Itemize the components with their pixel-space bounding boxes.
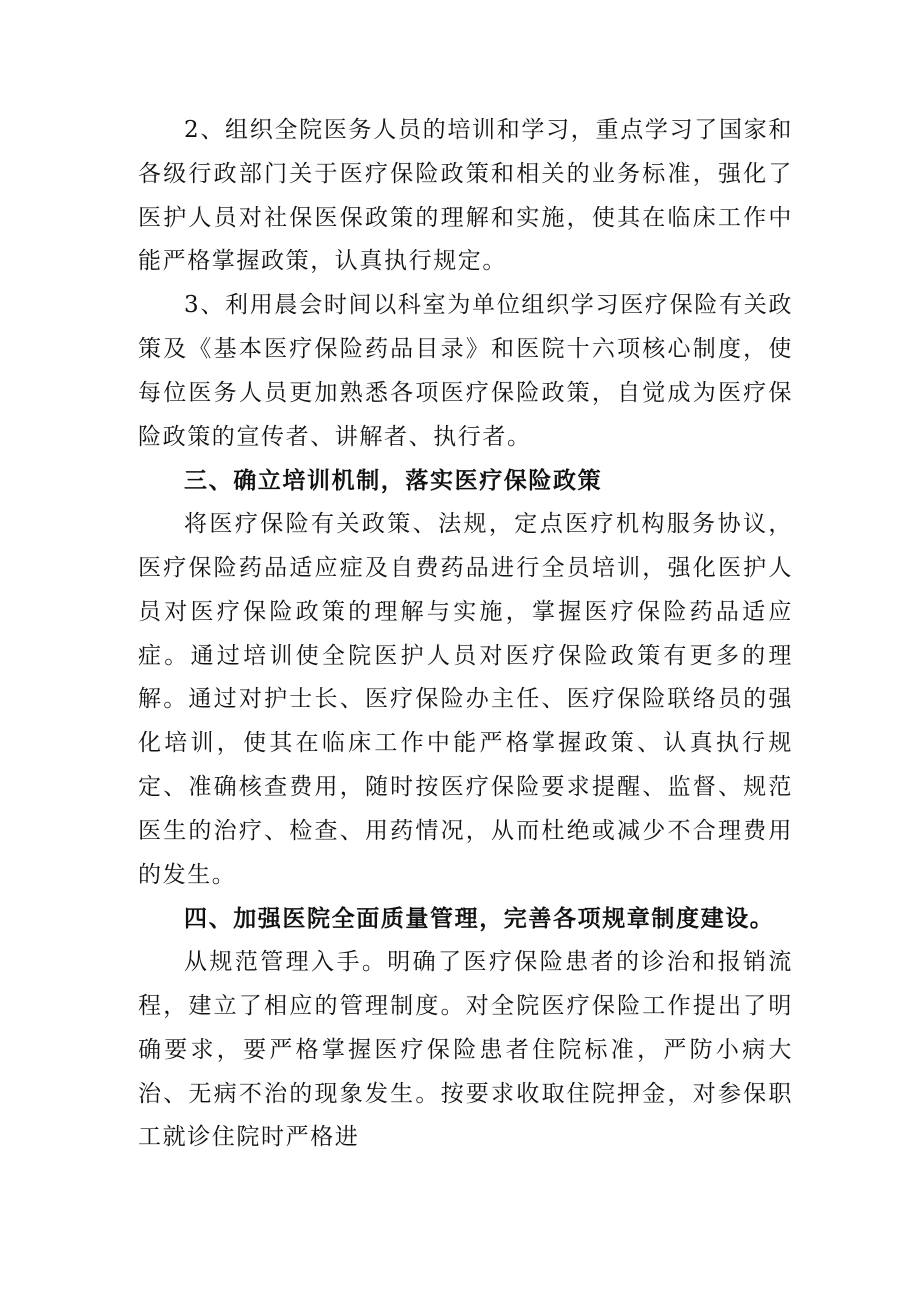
document-page — [138, 109, 793, 1160]
paragraph-training-study: 2、组织全院医务人员的培训和学习，重点学习了国家和各级行政部门关于医疗保险政策和相关的业务标准，强化了医护人员对社保医保政策的理解和实施，使其在临床工作中能严格掌握政策，认真执行规定。 — [138, 117, 793, 275]
section-heading-3: 三、确立培训机制，落实医疗保险政策 — [184, 467, 603, 495]
paragraph-training-mechanism: 将医疗保险有关政策、法规，定点医疗机构服务协议，医疗保险药品适应症及自费药品进行全员培训，强化医护人员对医疗保险政策的理解与实施，掌握医疗保险药品适应症。通过培训使全院医护人员对医疗保险政策有更多的理解。通过对护士长、医疗保险办主任、医疗保险联络员的强化培训，使其在临床工作中能严格掌握政策、认真执行规定、准确核查费用，随时按医疗保险要求提醒、监督、规范医生的治疗、检查、用药情况，从而杜绝或减少不合理费用的发生。 — [138, 511, 793, 888]
paragraph-morning-meeting: 3、利用晨会时间以科室为单位组织学习医疗保险有关政策及《基本医疗保险药品目录》和医院十六项核心制度，使每位医务人员更加熟悉各项医疗保险政策，自觉成为医疗保险政策的宣传者、讲解者、执行者。 — [138, 292, 793, 450]
paragraph-standard-management: 从规范管理入手。明确了医疗保险患者的诊治和报销流程，建立了相应的管理制度。对全院医疗保险工作提出了明确要求，要严格掌握医疗保险患者住院标准，严防小病大治、无病不治的现象发生。按要求收取住院押金，对参保职工就诊住院时严格进 — [138, 949, 793, 1151]
section-heading-4: 四、加强医院全面质量管理，完善各项规章制度建设。 — [184, 905, 775, 933]
